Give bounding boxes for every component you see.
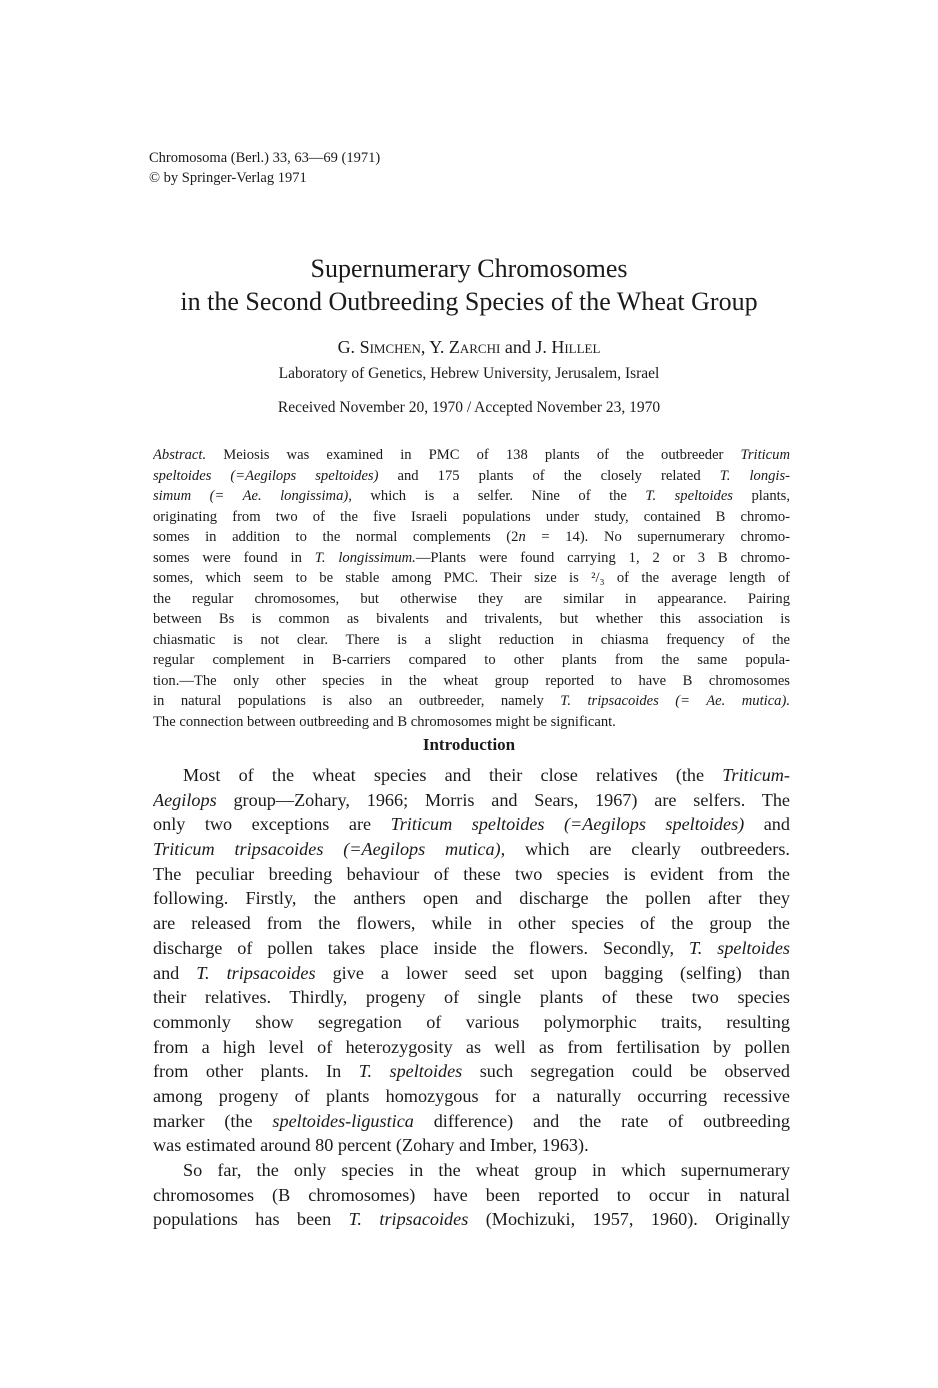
italic-text: speltoides (=Aegilops speltoides) [153, 467, 379, 484]
text-run: are released from the flowers, while in other species of the group the [153, 913, 790, 934]
text-run: in natural populations is also an outbreeder, namely [153, 693, 561, 709]
body-line [153, 1109, 790, 1134]
body-line [153, 911, 790, 936]
text-run: their relatives. Thirdly, progeny of single plants of these two species [153, 987, 790, 1008]
received-dates: Received November 20, 1970 / Accepted November 23, 1970 [277, 399, 661, 416]
abstract-line [153, 486, 790, 507]
journal-citation: Chromosoma (Berl.) 33, 63—69 (1971) [149, 150, 381, 166]
abstract [153, 445, 790, 732]
body-line [153, 788, 790, 813]
text-run: = 14). No supernumerary chromo- [525, 529, 790, 545]
title-line-2: in the Second Outbreeding Species of the Wheat Group [180, 287, 758, 316]
italic-text: Triticum tripsacoides (=Aegilops mutica), [153, 839, 506, 860]
text-run: Most of the wheat species and their close relatives (the [183, 765, 723, 785]
text-run: plants, [732, 488, 790, 504]
body-line [153, 837, 790, 862]
author-1-surname: Simchen [359, 337, 421, 357]
body-line [153, 763, 790, 788]
text-run: (Mochizuki, 1957, 1960). Originally [468, 1209, 790, 1230]
text-run: somes, which seem to be stable among PMC. Their size is ²/₃ of the average length of [153, 570, 790, 586]
text-run: Meiosis was examined in PMC of 138 plants of the outbreeder [206, 447, 741, 463]
author-2-surname: Zarchi [448, 337, 501, 357]
affiliation: Laboratory of Genetics, Hebrew University, Jerusalem, Israel [278, 365, 660, 382]
abstract-line [153, 507, 790, 528]
abstract-line [153, 630, 790, 651]
section-heading-introduction: Introduction [422, 735, 516, 754]
text-run: which are clearly outbreeders. [505, 839, 790, 860]
abstract-line [153, 671, 790, 692]
journal-header [149, 148, 380, 188]
author-separator: and J. [500, 337, 552, 357]
author-1-initial: G. [337, 337, 360, 357]
text-run: The peculiar breeding behaviour of these two species is evident from the [153, 863, 790, 884]
text-run: following. Firstly, the anthers open and discharge the pollen after they [153, 888, 790, 909]
text-run: marker (the [153, 1110, 273, 1131]
text-run: chiasmatic is not clear. There is a slight reduction in chiasma frequency of the [153, 631, 790, 648]
body-line [153, 1035, 790, 1060]
italic-text: T. longissimum. [314, 549, 416, 566]
abstract-line [153, 691, 790, 712]
abstract-line [153, 527, 790, 548]
text-run: only two exceptions are [153, 814, 391, 835]
text-run: regular complement in B-carriers compared to other plants from the same popula- [153, 652, 790, 668]
author-separator: , Y. [420, 337, 449, 357]
text-run: between Bs is common as bivalents and trivalents, but whether this association is [153, 611, 790, 627]
italic-text: T. longis- [719, 467, 790, 484]
body-line [153, 1084, 790, 1109]
italic-text: Triticum speltoides (=Aegilops speltoides) [390, 814, 745, 835]
text-run: populations has been [153, 1209, 349, 1230]
text-run: —Plants were found carrying 1, 2 or 3 B chromo- [415, 549, 790, 566]
title-line-1: Supernumerary Chromosomes [310, 254, 628, 283]
abstract-line [153, 445, 790, 466]
italic-text: T. tripsacoides [348, 1209, 469, 1230]
text-run: chromosomes (B chromosomes) have been reported to occur in natural [153, 1184, 790, 1205]
author-list [0, 336, 938, 358]
abstract-line [153, 712, 790, 733]
text-run: such segregation could be observed [462, 1061, 790, 1082]
body-line [153, 812, 790, 837]
journal-copyright: © by Springer-Verlag 1971 [149, 170, 307, 186]
text-run: among progeny of plants homozygous for a naturally occurring recessive [153, 1085, 790, 1106]
text-run: somes were found in [153, 549, 315, 566]
italic-text: T. speltoides [358, 1061, 463, 1082]
abstract-line [153, 650, 790, 671]
paper-title [0, 252, 938, 318]
body-line [153, 1133, 790, 1158]
text-run: the regular chromosomes, but otherwise they are similar in appearance. Pairing [153, 590, 790, 607]
text-run: So far, the only species in the wheat group in which supernumerary [183, 1160, 790, 1180]
body-line [153, 985, 790, 1010]
italic-text: T. tripsacoides [196, 962, 316, 983]
body-line [153, 886, 790, 911]
italic-text: T. tripsacoides (= Ae. mutica). [560, 693, 790, 709]
body-line [153, 961, 790, 986]
italic-text: n [518, 529, 526, 545]
text-run: difference) and the rate of outbreeding [413, 1110, 790, 1131]
text-run: from a high level of heterozygosity as well as from fertilisation by pollen [153, 1036, 790, 1057]
body-line [153, 862, 790, 887]
body-line [153, 1010, 790, 1035]
text-run: commonly show segregation of various polymorphic traits, resulting [153, 1011, 790, 1032]
text-run: somes in addition to the normal complements (2 [153, 529, 519, 545]
italic-text: Triticum- [722, 765, 790, 785]
abstract-line [153, 609, 790, 630]
text-run: give a lower seed set upon bagging (selfing) than [315, 962, 790, 983]
text-run: and 175 plants of the closely related [378, 467, 720, 484]
text-run: was estimated around 80 percent (Zohary and Imber, 1963). [153, 1135, 589, 1156]
text-run: which is a selfer. Nine of the [351, 488, 646, 504]
text-run: and [744, 814, 790, 835]
body-line [153, 1059, 790, 1084]
body-line [153, 1158, 790, 1183]
text-run: originating from two of the five Israeli populations under study, contained B chromo- [153, 508, 790, 525]
italic-text: Triticum [740, 447, 790, 463]
italic-text: T. speltoides [689, 937, 790, 958]
italic-text: simum (= Ae. longissima), [153, 488, 352, 504]
text-run: group—Zohary, 1966; Morris and Sears, 1967) are selfers. The [216, 789, 790, 810]
introduction-body [153, 763, 790, 1232]
abstract-line [153, 548, 790, 569]
text-run: tion.—The only other species in the wheat group reported to have B chromosomes [153, 672, 790, 689]
abstract-line [153, 466, 790, 487]
italic-text: speltoides-ligustica [272, 1110, 414, 1131]
abstract-line [153, 589, 790, 610]
abstract-label: Abstract. [153, 447, 207, 463]
text-run: The connection between outbreeding and B chromosomes might be significant. [153, 713, 616, 730]
italic-text: T. speltoides [645, 488, 733, 504]
text-run: and [153, 962, 197, 983]
author-3-surname: Hillel [551, 337, 601, 357]
text-run: from other plants. In [153, 1061, 359, 1082]
italic-text: Aegilops [153, 789, 217, 810]
abstract-line [153, 568, 790, 589]
body-line [153, 936, 790, 961]
body-line [153, 1183, 790, 1208]
body-line [153, 1207, 790, 1232]
text-run: discharge of pollen takes place inside the flowers. Secondly, [153, 937, 689, 958]
